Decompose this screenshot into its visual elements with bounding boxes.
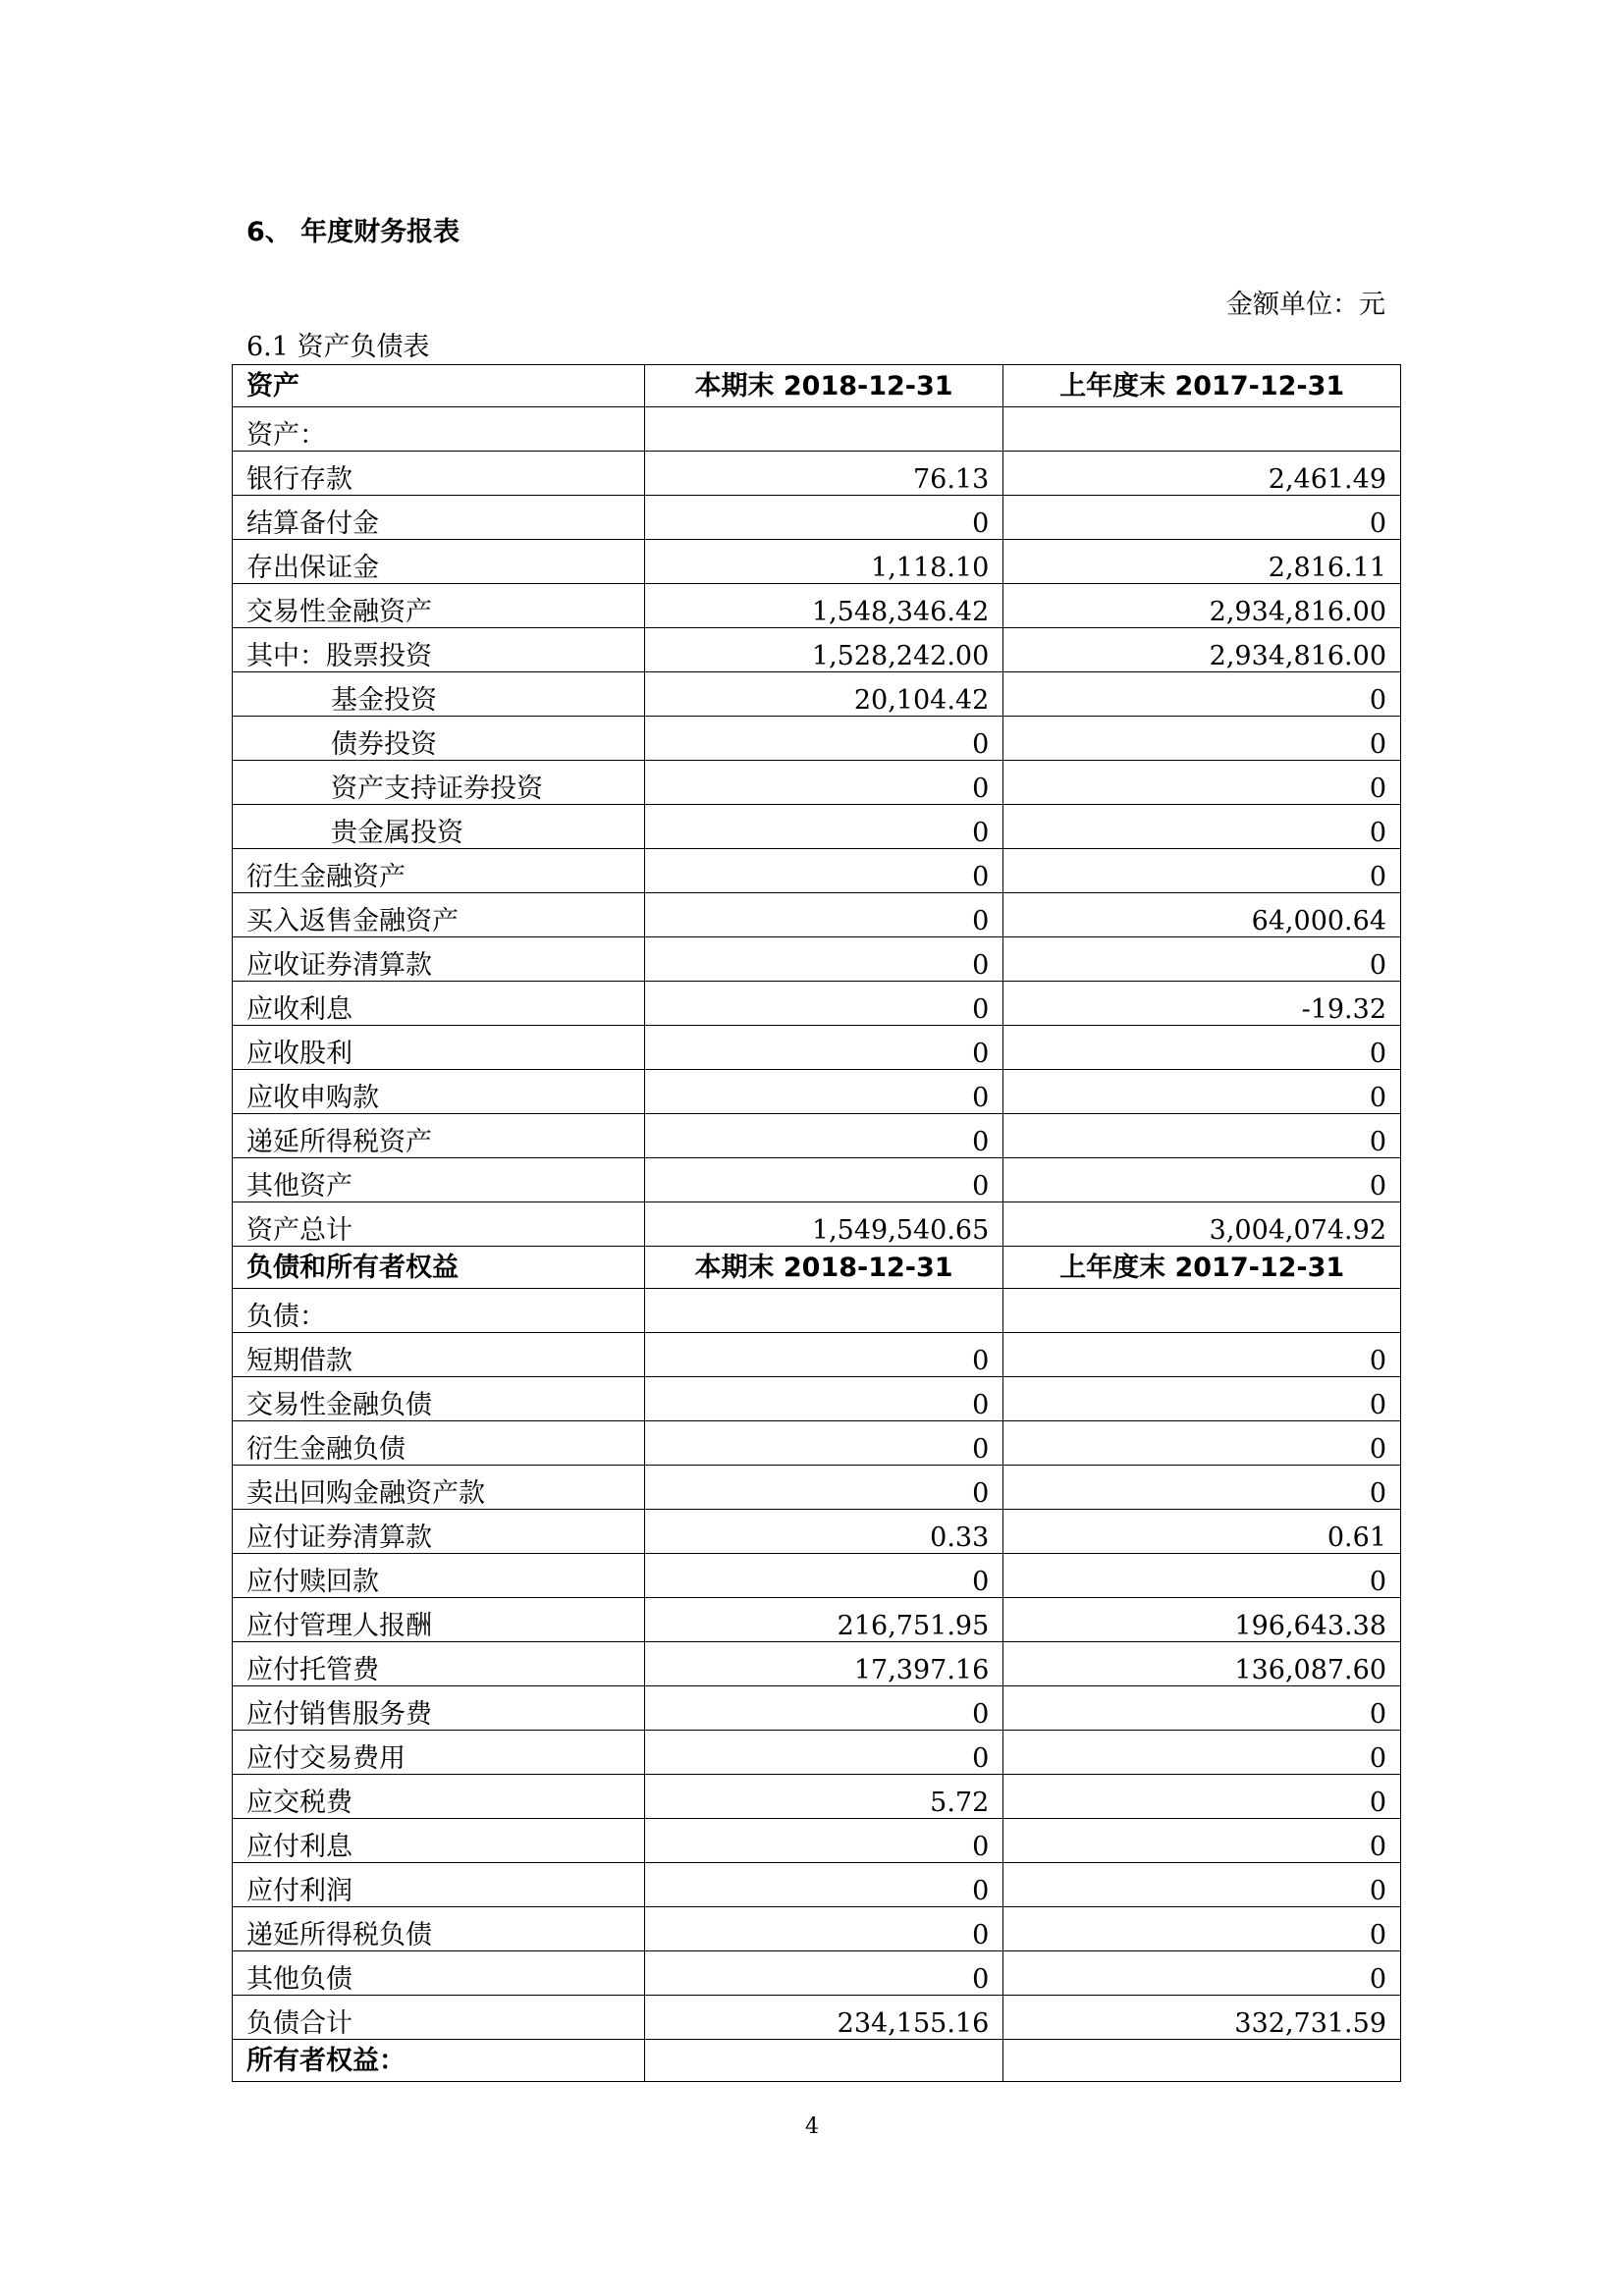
section-heading: 6、 年度财务报表 — [246, 217, 460, 247]
row-label: 其他负债 — [233, 1951, 645, 1996]
asset-row — [233, 496, 1401, 540]
prior-period-value — [1003, 1289, 1401, 1333]
prior-period-value: 0 — [1003, 1731, 1401, 1775]
current-period-value: 0 — [644, 1686, 1002, 1731]
liability-row — [233, 1466, 1401, 1510]
liability-row — [233, 1996, 1401, 2040]
current-period-value: 0 — [644, 1554, 1002, 1598]
current-period-value: 5.72 — [644, 1775, 1002, 1819]
current-period-value: 0 — [644, 761, 1002, 805]
row-label: 交易性金融资产 — [233, 584, 645, 628]
prior-period-value: -19.32 — [1003, 982, 1401, 1026]
asset-row — [233, 717, 1401, 761]
row-label: 应付交易费用 — [233, 1731, 645, 1775]
liability-row — [233, 1554, 1401, 1598]
prior-period-value: 0 — [1003, 1070, 1401, 1114]
current-period-value: 0 — [644, 1731, 1002, 1775]
row-label: 其中：股票投资 — [233, 628, 645, 672]
equity-header-row-cell — [644, 2040, 1002, 2082]
liability-row — [233, 1819, 1401, 1863]
liability-row — [233, 1289, 1401, 1333]
current-period-value: 0 — [644, 1333, 1002, 1377]
row-label: 衍生金融负债 — [233, 1421, 645, 1466]
liability-row — [233, 1377, 1401, 1421]
prior-period-value: 0 — [1003, 1333, 1401, 1377]
asset-header-row — [233, 365, 1401, 407]
prior-period-value: 3,004,074.92 — [1003, 1202, 1401, 1247]
prior-period-value: 332,731.59 — [1003, 1996, 1401, 2040]
prior-period-value: 2,816.11 — [1003, 540, 1401, 584]
current-period-value: 76.13 — [644, 452, 1002, 496]
prior-period-value: 0 — [1003, 1114, 1401, 1158]
prior-period-value: 0 — [1003, 717, 1401, 761]
current-period-value: 0 — [644, 1377, 1002, 1421]
prior-period-value: 0 — [1003, 937, 1401, 982]
liability-row — [233, 1907, 1401, 1951]
asset-row — [233, 982, 1401, 1026]
row-label: 买入返售金融资产 — [233, 893, 645, 937]
current-period-value: 216,751.95 — [644, 1598, 1002, 1642]
asset-row — [233, 805, 1401, 849]
row-label: 应付托管费 — [233, 1642, 645, 1686]
current-period-value: 0 — [644, 849, 1002, 893]
prior-period-value: 0 — [1003, 1466, 1401, 1510]
current-period-value: 0 — [644, 893, 1002, 937]
prior-period-value: 196,643.38 — [1003, 1598, 1401, 1642]
asset-header-row-cell: 本期末 2018-12-31 — [644, 365, 1002, 407]
row-label: 应付证券清算款 — [233, 1510, 645, 1554]
row-label: 短期借款 — [233, 1333, 645, 1377]
row-label: 存出保证金 — [233, 540, 645, 584]
current-period-value: 1,118.10 — [644, 540, 1002, 584]
current-period-value: 0 — [644, 1421, 1002, 1466]
prior-period-value: 0 — [1003, 1907, 1401, 1951]
current-period-value: 0 — [644, 937, 1002, 982]
asset-row — [233, 407, 1401, 452]
prior-period-value: 0 — [1003, 1863, 1401, 1907]
prior-period-value: 2,934,816.00 — [1003, 584, 1401, 628]
row-label: 应付赎回款 — [233, 1554, 645, 1598]
row-label: 衍生金融资产 — [233, 849, 645, 893]
row-label: 债券投资 — [233, 717, 645, 761]
prior-period-value: 64,000.64 — [1003, 893, 1401, 937]
liability-row — [233, 1775, 1401, 1819]
current-period-value: 1,548,346.42 — [644, 584, 1002, 628]
prior-period-value: 0 — [1003, 672, 1401, 717]
row-label: 负债： — [233, 1289, 645, 1333]
current-period-value: 0 — [644, 1819, 1002, 1863]
asset-row — [233, 540, 1401, 584]
asset-row — [233, 761, 1401, 805]
row-label: 卖出回购金融资产款 — [233, 1466, 645, 1510]
current-period-value: 0 — [644, 1466, 1002, 1510]
row-label: 其他资产 — [233, 1158, 645, 1202]
liability-row — [233, 1598, 1401, 1642]
row-label: 应付利润 — [233, 1863, 645, 1907]
liability-row — [233, 1863, 1401, 1907]
prior-period-value: 2,461.49 — [1003, 452, 1401, 496]
prior-period-value: 0 — [1003, 1951, 1401, 1996]
equity-header-row — [233, 2040, 1401, 2082]
row-label: 递延所得税负债 — [233, 1907, 645, 1951]
asset-row — [233, 1070, 1401, 1114]
asset-row — [233, 1202, 1401, 1247]
liability-row — [233, 1421, 1401, 1466]
prior-period-value: 136,087.60 — [1003, 1642, 1401, 1686]
asset-row — [233, 452, 1401, 496]
asset-row — [233, 628, 1401, 672]
liability-row — [233, 1951, 1401, 1996]
current-period-value: 1,528,242.00 — [644, 628, 1002, 672]
current-period-value: 0 — [644, 982, 1002, 1026]
current-period-value: 0 — [644, 1070, 1002, 1114]
current-period-value: 0 — [644, 1114, 1002, 1158]
current-period-value: 0 — [644, 1026, 1002, 1070]
current-period-value — [644, 407, 1002, 452]
table-title: 6.1 资产负债表 — [246, 332, 430, 362]
current-period-value: 0 — [644, 717, 1002, 761]
liability-header-row-cell: 上年度末 2017-12-31 — [1003, 1247, 1401, 1289]
row-label: 银行存款 — [233, 452, 645, 496]
current-period-value: 17,397.16 — [644, 1642, 1002, 1686]
row-label: 资产支持证券投资 — [233, 761, 645, 805]
row-label: 应付管理人报酬 — [233, 1598, 645, 1642]
row-label: 资产总计 — [233, 1202, 645, 1247]
liability-row — [233, 1686, 1401, 1731]
row-label: 结算备付金 — [233, 496, 645, 540]
current-period-value: 1,549,540.65 — [644, 1202, 1002, 1247]
row-label: 应收申购款 — [233, 1070, 645, 1114]
asset-row — [233, 1114, 1401, 1158]
asset-header-row-cell: 上年度末 2017-12-31 — [1003, 365, 1401, 407]
prior-period-value: 0 — [1003, 496, 1401, 540]
row-label: 应付销售服务费 — [233, 1686, 645, 1731]
row-label: 应付利息 — [233, 1819, 645, 1863]
current-period-value: 20,104.42 — [644, 672, 1002, 717]
current-period-value: 0 — [644, 1158, 1002, 1202]
unit-label: 金额单位：元 — [1226, 290, 1385, 320]
liability-row — [233, 1731, 1401, 1775]
prior-period-value: 0 — [1003, 1158, 1401, 1202]
row-label: 资产： — [233, 407, 645, 452]
prior-period-value: 0 — [1003, 1775, 1401, 1819]
asset-row — [233, 1026, 1401, 1070]
prior-period-value: 0 — [1003, 1421, 1401, 1466]
row-label: 应收证券清算款 — [233, 937, 645, 982]
current-period-value: 0 — [644, 496, 1002, 540]
asset-header-row-cell: 资产 — [233, 365, 645, 407]
equity-header-row-cell — [1003, 2040, 1401, 2082]
row-label: 递延所得税资产 — [233, 1114, 645, 1158]
asset-row — [233, 893, 1401, 937]
equity-header-row-cell: 所有者权益： — [233, 2040, 645, 2082]
prior-period-value: 0 — [1003, 1819, 1401, 1863]
row-label: 交易性金融负债 — [233, 1377, 645, 1421]
row-label: 应收利息 — [233, 982, 645, 1026]
prior-period-value: 0 — [1003, 849, 1401, 893]
asset-row — [233, 672, 1401, 717]
balance-sheet-body — [233, 365, 1401, 2082]
row-label: 负债合计 — [233, 1996, 645, 2040]
liability-row — [233, 1333, 1401, 1377]
prior-period-value: 0 — [1003, 1026, 1401, 1070]
current-period-value: 0 — [644, 1863, 1002, 1907]
liability-row — [233, 1510, 1401, 1554]
page-number: 4 — [805, 2114, 819, 2139]
prior-period-value — [1003, 407, 1401, 452]
asset-row — [233, 937, 1401, 982]
row-label: 贵金属投资 — [233, 805, 645, 849]
row-label: 应交税费 — [233, 1775, 645, 1819]
current-period-value: 0 — [644, 1907, 1002, 1951]
current-period-value — [644, 1289, 1002, 1333]
prior-period-value: 0 — [1003, 805, 1401, 849]
prior-period-value: 0 — [1003, 1686, 1401, 1731]
prior-period-value: 0 — [1003, 761, 1401, 805]
current-period-value: 0 — [644, 1951, 1002, 1996]
liability-header-row-cell: 本期末 2018-12-31 — [644, 1247, 1002, 1289]
current-period-value: 0 — [644, 805, 1002, 849]
current-period-value: 0.33 — [644, 1510, 1002, 1554]
asset-row — [233, 1158, 1401, 1202]
row-label: 应收股利 — [233, 1026, 645, 1070]
balance-sheet-table — [232, 364, 1401, 2082]
row-label: 基金投资 — [233, 672, 645, 717]
liability-header-row-cell: 负债和所有者权益 — [233, 1247, 645, 1289]
prior-period-value: 0.61 — [1003, 1510, 1401, 1554]
asset-row — [233, 849, 1401, 893]
liability-header-row — [233, 1247, 1401, 1289]
prior-period-value: 2,934,816.00 — [1003, 628, 1401, 672]
asset-row — [233, 584, 1401, 628]
current-period-value: 234,155.16 — [644, 1996, 1002, 2040]
prior-period-value: 0 — [1003, 1554, 1401, 1598]
prior-period-value: 0 — [1003, 1377, 1401, 1421]
liability-row — [233, 1642, 1401, 1686]
